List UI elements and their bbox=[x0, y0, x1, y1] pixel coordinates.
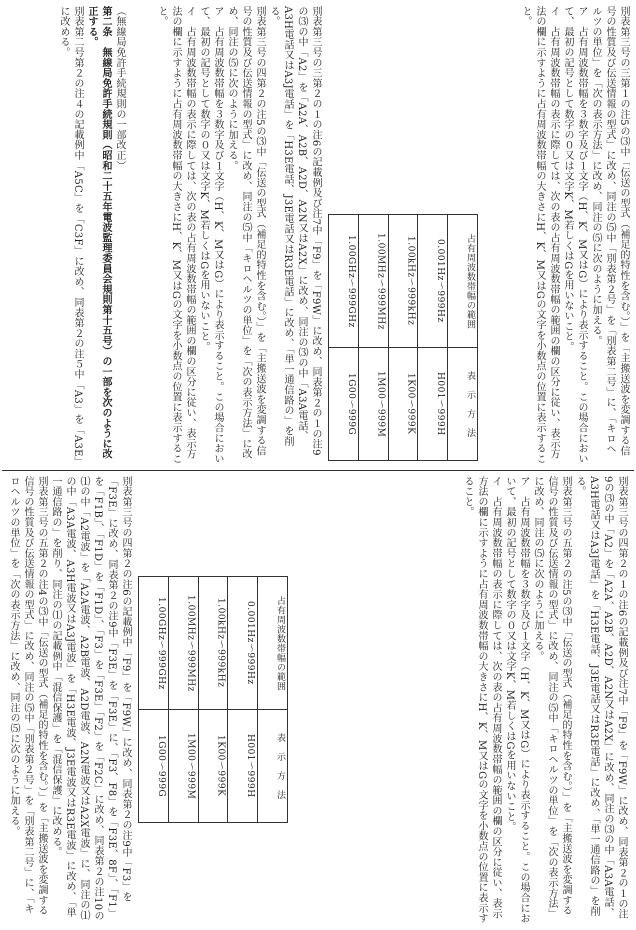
table-cell: 1.00GHz～999GHz bbox=[155, 596, 166, 690]
upper-center-text bbox=[136, 6, 322, 464]
section-divider bbox=[2, 470, 634, 471]
upper-left-text bbox=[8, 6, 126, 464]
table-cell: 1.00kHz～999kHz bbox=[405, 236, 416, 326]
table-cell: 0.001Hz～999Hz bbox=[245, 601, 256, 685]
bandwidth-table-upper bbox=[328, 214, 478, 461]
upper-right-text bbox=[488, 6, 630, 464]
lower-left-text bbox=[8, 476, 132, 924]
table-header-cell: 表 示 方 法 bbox=[465, 370, 475, 438]
table-cell: H001～999H bbox=[435, 372, 446, 436]
paragraph: イ 占有周波数帯幅の表示に際しては、次の表の占有周波数帯幅の範囲の欄の区分に従い、表示方法の欄に示すように占有周波数帯幅の大きさにH、K、M又はGの文字を小数点の位置に表示すること。 bbox=[462, 476, 501, 924]
paragraph: 別表第三号の五第２の注5の⑶中「伝送の型式（補足的特性を含む。）」を「主搬送波を変調する信号の性質及び伝送情報の型式」に改め、同注の⑸中「キロヘルツの単位」を「次の表示方法」に改め、同注の⑸に次のように加える。 bbox=[532, 476, 571, 919]
article-caption: （無線局免許手続規則の一部改正） bbox=[114, 6, 125, 171]
table-cell: 1.00MHz～999MHz bbox=[185, 594, 196, 692]
paragraph: 別表第二号第２の注４の記載例中「A5C」を「C3F」に改め、同表第２の注５中「A3」を「A3E」に改める。 bbox=[58, 6, 83, 463]
table-cell: 1.00MHz～999MHz bbox=[375, 232, 386, 330]
table-cell: 1K00～999K bbox=[405, 373, 416, 435]
table-cell: 1G00～999G bbox=[155, 734, 166, 798]
lower-right-text bbox=[296, 476, 628, 924]
table-cell: 0.001Hz～999Hz bbox=[435, 239, 446, 323]
table-cell: 1.00kHz～999kHz bbox=[215, 598, 226, 688]
paragraph: 別表第三号の四第２の１の注6の記載例及び注7中「F9」を「F9W」に改め、同表第２の１の注9の⑶の中「A2」を「A2A、A2B、A2D、A2N又はA2X」に改め、同注の⑶の中「A3A電話、A3H電話又はA3J電話」を「H3E電話、J3E電話又はR3E電話」に改め、「単一通信路の」を削る。 bbox=[574, 476, 627, 920]
table-cell: 1M00～999M bbox=[375, 370, 386, 438]
table-header-cell: 占有周波数帯幅の範囲 bbox=[465, 233, 475, 329]
paragraph: 別表第三号の四第２の注5の⑶中「伝送の型式（補足的特性を含む。）」を「主搬送波を変調する信号の性質及び伝送情報の型式」に改め、同注の⑸中「キロヘルツの単位」を「次の表示方法」に改め、同注の⑸に次のように加える。 bbox=[226, 6, 265, 460]
article-heading: 第二条 無線局免許手続規則（昭和二十五年電波監理委員会規則第十五号）の一部を次のように改正する。 bbox=[86, 6, 111, 460]
table-header-cell: 表 示 方 法 bbox=[275, 732, 285, 800]
paragraph: イ 占有周波数帯幅の表示に際しては、次の表の占有周波数帯幅の範囲の欄の区分に従い、表示方法の欄に示すように占有周波数帯幅の大きさにH、K、M又はGの文字を小数点の位置に表示すること。 bbox=[156, 6, 195, 464]
paragraph: 別表第三号の三第１の注5の⑶中「伝送の型式（補足的特性を含む。）」を「主搬送波を変調する信号の性質及び伝送情報の型式」に改め、同注の⑸中「別表第２号」を「別表第二号」に、「キロヘルツの単位」を「次の表示方法」に改め、同注の⑸に次のように加える。 bbox=[590, 6, 629, 456]
paragraph: 別表第三号の三第２の１の注6の記載例及び注7中「F9」を「F9W」に改め、同表第２の１の注9の⑶の中「A2」を「A2A、A2B、A2D、A2N又はA2X」に改め、同注の⑶の中「A3A電話、A3H電話又はA3J電話」を「H3E電話、J3E電話又はR3E電話」に改め、「単一通信路の」を削る。 bbox=[268, 6, 321, 456]
table-cell: 1G00～999G bbox=[345, 372, 356, 436]
table-cell: 1.00GHz～999GHz bbox=[345, 234, 356, 328]
table-cell: 1M00～999M bbox=[185, 732, 196, 800]
paragraph: ア 占有周波数帯幅を３数字及び１文字（H、K、M又はG）により表示すること。この場合において、最初の記号として数字の０又は文字K、M若しくはGを用いないこと。 bbox=[562, 6, 587, 464]
paragraph: 別表第三号の四第２の注6の記載例中「F9」を「F9W」に改め、同表第２の注9中「F3」を「F3E」に改め、同表第２の注9中「F3E」を「F3E」に、「F3、F8」を「F3E、8F」、「F1」を「F1B」、「F1D」を「F1D」、「F3」を「F3E」「F2」を「F2C」に改め、同表第２の注10の⑴の中「A2電波」を「A2A電波、A2B電波、A2D電波、A2N電波又はA2X電波」に、同注の⑴の中「A3A電波、A3H電波又はA3J電波」を「H3E電波、J3E電波又はR3E電波」に改め、「単一通信路の」を削り、同注の⑴の記載例中「混信保護」を「混信保護」に改める。 bbox=[50, 476, 131, 921]
paragraph: 別表第三号の五第２の注4の⑶中「伝送の型式（補足的特性を含む。）」を「主搬送波を変調する信号の性質及び伝送情報の型式」に改め、同注の⑸中「別表第２号」を「別表第二号」に、「キロヘルツの単位」を「次の表示方法」に改め、同注の⑸に次のように加える。 bbox=[8, 476, 47, 916]
paragraph: ア 占有周波数帯幅を３数字及び１文字（H、K、M又はG）により表示すること。この場合において、最初の記号として数字の０又は文字K、M若しくはGを用いないこと。 bbox=[198, 6, 223, 464]
table-cell: 1K00～999K bbox=[215, 735, 226, 797]
paragraph: ア 占有周波数帯幅を３数字及び１文字（H、K、M又はG）により表示すること。この場合において、最初の記号として数字の０又は文字K、M若しくはGを用いないこと。 bbox=[504, 476, 529, 924]
table-cell: H001～999H bbox=[245, 734, 256, 798]
paragraph: イ 占有周波数帯幅の表示に際しては、次の表の占有周波数帯幅の範囲の欄の区分に従い、表示方法の欄に示すように占有周波数帯幅の大きさにH、K、M又はGの文字を小数点の位置に表示すること。 bbox=[520, 6, 559, 464]
bandwidth-table-lower bbox=[138, 576, 288, 823]
table-header-cell: 占有周波数帯幅の範囲 bbox=[275, 595, 285, 691]
